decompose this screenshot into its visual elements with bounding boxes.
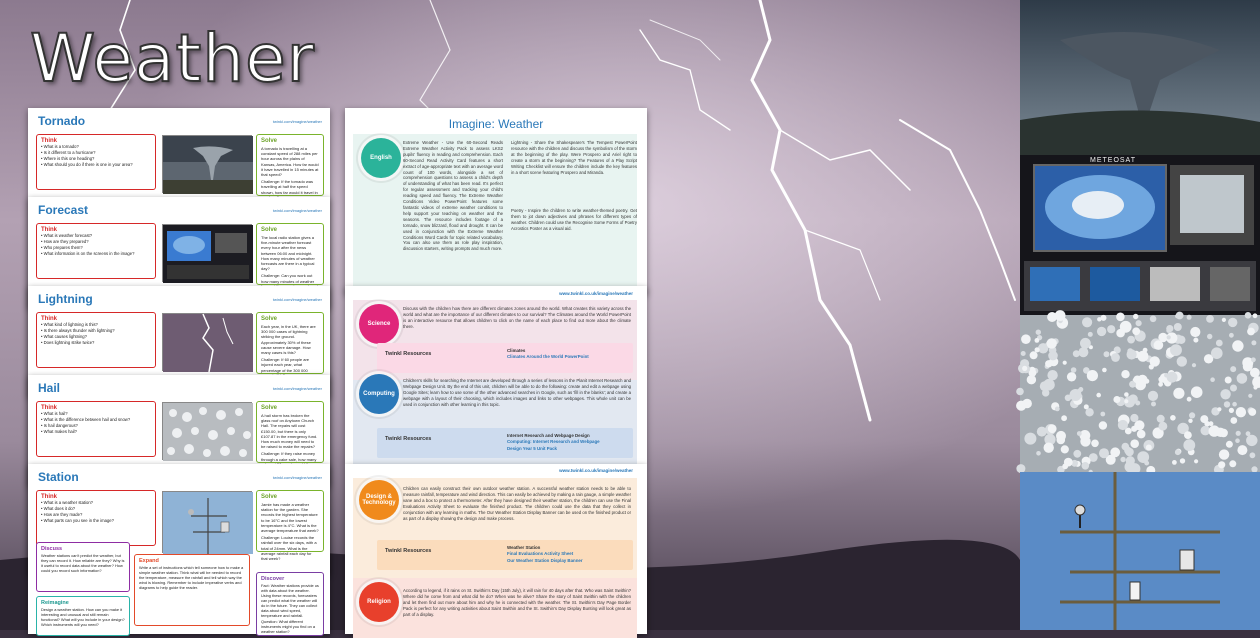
plan-page-english [345,108,647,294]
hailstone [1073,350,1080,357]
hailstone [1097,327,1106,336]
hailstone [1080,436,1090,446]
worksheet-url: twinkl.com/imagine/weather [272,297,322,302]
hailstone [1251,340,1256,345]
hailstone [1230,366,1236,372]
hailstone [1237,373,1248,384]
hailstone [1243,362,1253,372]
hailstone [1136,320,1142,326]
hailstone [1209,421,1214,426]
hailstone [1088,332,1093,337]
english-col2b: Poetry - Inspire the children to write weather-themed poetry. Get them to jot down adjectives and phrases for different types of weather. Children could use the Recognise Some Forms of Poetry Acrostics Poster as a visual aid. [511,208,637,231]
hailstone [1151,402,1156,407]
think-box: Think • What is a weather station? • What does it do? • How are they made? • What parts can you see in the image? [36,490,156,546]
hailstone [1056,431,1066,441]
hailstone [1170,415,1176,421]
religion-body: According to legend, if it rains on St. Swithin's Day (15th July), it will rain for 40 days after that. Who was Saint Swithin? Where did he come from and what did he do? When was he alive? Share the story of Saint Swithin with the children and let them find out more about him and why he is connected with the weather. The St. Swithin's Day Page Border Pack is perfect for any writing activities about Saint Swithin and the St. Swithin's Day Display Bunting will look great as part of a display. [403,588,631,617]
hailstone [1078,347,1088,357]
plan-title: Imagine: Weather [448,117,544,131]
station-strip-photo [1020,472,1260,630]
hailstone [1024,433,1036,445]
hailstone [1236,407,1246,417]
resource-link[interactable]: Final Evaluations Activity Sheet [507,551,574,557]
hailstone [1148,391,1158,401]
hailstone [1130,439,1139,448]
hailstone [1121,370,1129,378]
hailstone [1061,415,1067,421]
tornado-strip-photo [1020,0,1260,155]
worksheet-url: twinkl.com/imagine/weather [272,119,322,124]
hailstone [1030,351,1038,359]
hailstone [1044,443,1054,453]
science-resources: Twinkl Resources Climates Climates Around the World PowerPoint [377,343,633,373]
hailstone [1191,386,1203,398]
hailstone [1250,452,1256,458]
hailstone [1175,449,1181,455]
hailstone [1021,334,1031,344]
hailstone [1126,456,1135,465]
hailstone [1035,347,1040,352]
hailstone [1137,430,1146,439]
worksheet-title: Station [38,470,79,484]
hailstone [1209,425,1220,436]
hailstone [1184,431,1192,439]
hailstone [1133,376,1141,384]
hailstone [1077,431,1082,436]
worksheet-title: Lightning [38,292,93,306]
think-box: Think • What is hail? • What is the difference between hail and snow? • Is hail dangerous? • What makes hail? [36,401,156,457]
hailstone [1157,415,1165,423]
hailstone [1232,402,1237,407]
hailstone [1040,381,1050,391]
question: • Does lightning strike twice? [41,340,95,345]
hailstone [1063,361,1067,365]
hailstone [1150,316,1157,323]
hailstone [1124,447,1132,455]
english-badge: English [361,138,401,178]
science-badge: Science [359,304,399,344]
religion-badge: Religion [359,582,399,622]
hailstone [1170,344,1182,356]
hailstone [1167,335,1171,339]
hailstone [1216,340,1223,347]
question: • What parts can you see in the image? [41,518,114,523]
hailstone [1176,312,1184,320]
doc-url: www.twinkl.co.uk/imagine/weather [559,468,633,473]
hailstone [1206,315,1214,323]
hailstone [1210,377,1215,382]
hailstone [1187,315,1192,320]
design-body: Children can easily construct their own outdoor weather station. A successful weather station needs to be able to measure rainfall, temperature and wind direction. This can easily be achieved by making a rain gauge, a simple weather vane and a box to protect a thermometer. After they have designed their weather station, the children can use the Final Evaluations Activity Sheet to evaluate the finished product. The children could use the data that they collect in conjunction with any learning in maths. The Our Weather Station Display Banner can be used on the finished product or as part of a display showing the design and make process. [403,486,631,521]
hailstone [1022,366,1027,371]
question: • Is hail dangerous? [41,423,78,428]
question: • What does it do? [41,506,76,511]
hailstone [1192,363,1196,367]
plan-page-science [345,286,647,464]
hailstone [1064,458,1073,467]
hailstone [1174,323,1182,331]
reimagine-box: Reimagine Design a weather station. How can you make it interesting and unusual and still remain functional? What will you include in your design? Which instruments will you need? [36,596,130,636]
design-badge: Design & Technology [359,480,399,520]
weather-center-strip-photo [1020,155,1260,315]
question: • Who prepares them? [41,245,83,250]
hailstone [1159,422,1168,431]
question: • What causes lightning? [41,334,87,339]
hailstone [1207,334,1212,339]
solve-box: Solve A hail storm has broken the glass roof on Anytown Church Hall. The repairs will cost £150.00, but there is only £107.87 in the emergency fund. How much money will need to be raised to make the repairs? Challenge: If they raise money through a cake sale, how many [256,401,324,463]
hailstone [1229,333,1234,338]
hailstone [1111,353,1120,362]
hailstone [1236,431,1241,436]
weather-station-photo [162,491,252,553]
worksheet-url: twinkl.com/imagine/weather [272,475,322,480]
hailstone [1107,325,1115,333]
hailstone [1127,348,1133,354]
resource-link[interactable]: Climates Around the World PowerPoint [507,354,589,360]
hailstone [1100,412,1105,417]
hailstone [1150,356,1160,366]
hailstone [1166,328,1171,333]
hailstone [1070,389,1082,401]
hailstone [1230,417,1237,424]
hailstone [1235,438,1240,443]
english-col2a: Lightning - Share the Shakespeare's The Tempest PowerPoint resource with the children and discuss the symbolism of the storm at the beginning of the play. Were Prospero and Ariel right to create a storm at the beginning? The Features of a Play Script Writing Checklist will ensure the children include the key features in a short scene featuring Prospero and Miranda. [511,140,637,175]
hailstone [1130,414,1138,422]
question: • What is the difference between hail and snow? [41,417,131,422]
hailstone [1035,338,1040,343]
hailstone [1229,460,1236,467]
hail-strip-photo [1020,315,1260,472]
hailstone [1167,372,1178,383]
hailstone [1220,389,1230,399]
hailstone [1190,327,1200,337]
hailstone [1226,441,1233,448]
hailstone [1253,313,1258,318]
question: • How are they prepared? [41,239,89,244]
hailstone [1121,323,1126,328]
hailstone [1128,394,1137,403]
hailstone [1132,327,1140,335]
hailstone [1110,447,1120,457]
doc-url: www.twinkl.co.uk/imagine/weather [559,291,633,296]
hailstone [1099,448,1109,458]
hailstone [1091,440,1099,448]
hailstone [1048,424,1057,433]
hailstone [1067,372,1076,381]
page-title: Weather [30,20,315,97]
hailstone [1036,451,1041,456]
hailstone [1173,388,1184,399]
hailstone [1253,385,1257,389]
hailstone [1055,407,1060,412]
question: • Where is this one heading? [41,156,95,161]
worksheet-title: Forecast [38,203,89,217]
hail-photo [162,402,252,460]
hailstone [1158,382,1163,387]
question: • Is there always thunder with lightning? [41,328,115,333]
resource-link[interactable]: Our Weather Station Display Banner [507,557,583,563]
hailstone [1124,392,1129,397]
hailstone [1048,351,1058,361]
design-resources: Twinkl Resources Weather Station Final Evaluations Activity Sheet Our Weather Station Display Banner [377,540,633,570]
worksheet-station [28,464,330,634]
question: • What is a tornado? [41,144,79,149]
hailstone [1036,330,1041,335]
hailstone [1082,462,1090,470]
resource-link[interactable]: Design Year 5 Unit Pack [507,445,557,451]
hailstone [1146,445,1152,451]
solve-box: Solve The local radio station gives a five-minute weather forecast every hour after the news between 06:00 and midnight. How many minutes of weather forecasts are there in a typical day? Challenge: Can you work out how many minutes of weather [256,223,324,285]
hailstone [1099,421,1107,429]
computing-resources: Twinkl Resources Internet Research and Webpage Design Computing: Internet Research and Webpage Design Year 5 Unit Pack [377,428,633,458]
plan-page-design [345,464,647,634]
hailstone [1218,461,1225,468]
hailstone [1237,445,1247,455]
question: • What is a weather station? [41,500,93,505]
hailstone [1230,385,1237,392]
hailstone [1016,388,1024,396]
hailstone [1189,412,1195,418]
hailstone [1245,312,1252,319]
hailstone [1016,401,1026,411]
resource-link[interactable]: Computing: Internet Research and Webpage [507,439,600,445]
hailstone [1211,347,1223,359]
hailstone [1200,415,1208,423]
solve-box: Solve A tornado is travelling at a constant speed of 288 miles per hour across the plains of Kansas, America. How far would it have travelled in 15 minutes at that speed? Challenge: If the tornado was travelling at half the speed shown, how far would it travel in [256,134,324,196]
tornado-photo [162,135,252,193]
question: • What should you do if there is one in your area? [41,162,133,167]
hailstone [1154,340,1164,350]
hailstone [1251,357,1256,362]
hailstone [1133,314,1138,319]
worksheet-url: twinkl.com/imagine/weather [272,386,322,391]
hailstone [1248,408,1256,416]
hailstone [1188,419,1192,423]
hailstone [1217,407,1221,411]
hailstone [1137,351,1148,362]
hailstone [1082,317,1092,327]
computing-body: Children's skills for searching the Internet are developed through a series of lessons in the Planit Internet Research and Webpage Design Unit. By the end of this unit, children will be able to do the following: create and edit a webpage using Google Sites; learn how to use some of the other advanced searches in Google, such as 'fill in the blanks'; and create a webpage with a layout of their choosing, which includes images and links to other webpages. This whole unit can be used in conjunction with other learning in this topic. [403,378,631,407]
hailstone [1228,318,1237,327]
worksheet-title: Tornado [38,114,86,128]
hailstone [1246,435,1257,446]
hailstone [1113,396,1120,403]
hailstone [1101,315,1107,321]
question: • Is it different to a hurricane? [41,150,96,155]
hailstone [1224,401,1230,407]
hailstone [1225,377,1232,384]
hailstone [1247,328,1255,336]
hailstone [1177,356,1187,366]
think-box: Think • What kind of lightning is this? • Is there always thunder with lightning? • What causes lightning? • Does lightning strike twice? [36,312,156,368]
discover-box: Discover Fact: Weather stations provide us with data about the weather. Using these records, forecasters can predict what the weather will do in the future. They can collect data about wind speed, temperature and rainfall. Question: What different instruments might you find on a weather station? [256,572,324,636]
think-box: Think • What is weather forecast? • How are they prepared? • Who prepares them? • What information is on the screens in the image? [36,223,156,279]
hailstone [1085,408,1093,416]
hailstone [1194,459,1198,463]
lightning-photo [162,313,252,371]
worksheet-title: Hail [38,381,61,395]
hailstone [1127,336,1135,344]
hailstone [1187,397,1192,402]
hailstone [1229,408,1234,413]
hailstone [1131,426,1137,432]
expand-box: Expand Write a set of instructions which tell someone how to make a simple weather station. Think what will be needed to record the temperature, measure the rainfall and tell which way the wind is blowing. Remember to include imperative verbs and diagrams to help guide the reader. [134,554,250,626]
hailstone [1047,338,1057,348]
hailstone [1219,449,1229,459]
hailstone [1087,370,1098,381]
forecast-photo [162,224,252,282]
hailstone [1222,318,1226,322]
discuss-box: Discuss Weather stations can't predict the weather, but they can record it. How reliable are they? Why is it useful to record data about the weather? How could you record such information? [36,542,130,592]
english-col1: Extreme Weather - Use the 60-Second Reads Extreme Weather Activity Pack to assess LKS2 pupils' fluency in reading and comprehension. Each 60-Second Read Activity Card features a short extract of age-appropriate text with an average word count of 100 words, alongside a set of comprehension questions to assess a child's depth of understanding of what has been read. It's perfect for regular assessment and tracking your child's reading speed and fluency. The Extreme Weather Conditions Video PowerPoint features some fantastic videos of extreme weather conditions to help support your teaching on weather and the seasons. The resource includes footage of a tornado, snow blizzard, flood and drought. It can be used in conjunction with the Extreme Weather Conditions Word Cards for topic related vocabulary. You can also use them as role play inspiration, discussion starters, writing prompts and much more. [403,140,503,252]
hailstone [1118,420,1128,430]
worksheet-url: twinkl.com/imagine/weather [272,208,322,213]
science-body: Discuss with the children how there are different climates zones around the world. What creates this variety across the world and what are the importance of our different climates to our survival? The Climates around the World PowerPoint is an interactive resource that allows children to click on the name of each place to find out more about the climate there. [403,306,631,329]
hailstone [1172,460,1177,465]
hailstone [1021,351,1026,356]
hailstone [1120,457,1125,462]
solve-box: Solve Jamie has made a weather station for the garden. She records the highest temperature to be 16°C and the lowest temperature is 4°C. What is the average temperature that week? Challenge: Louise records the rainfall over the six days, with a total of 24mm. What is the average rainfall each day for that week? [256,490,324,552]
question: • How are they made? [41,512,83,517]
solve-box: Solve Each year, in the UK, there are 300 000 cases of lightning striking the ground. Approximately 30% of these cause severe damage. How many cases is this? Challenge: If 60 people are injured each year, what percentage of the 300 000 [256,312,324,374]
hailstone [1073,450,1081,458]
hailstone [1116,329,1125,338]
hailstone [1096,393,1101,398]
hailstone [1183,439,1195,451]
hailstone [1071,367,1077,373]
hailstone [1102,368,1107,373]
meteosat-label: METEOSAT [1090,157,1136,164]
think-box: Think • What is a tornado? • Is it different to a hurricane? • Where is this one heading? • What should you do if there is one in your area? [36,134,156,190]
hailstone [1061,445,1069,453]
question: • What is hail? [41,411,68,416]
hailstone [1180,458,1185,463]
question: • What information is on the screens in the image? [41,251,135,256]
computing-badge: Computing [359,374,399,414]
hailstone [1047,370,1057,380]
question: • What is weather forecast? [41,233,93,238]
hailstone [1246,431,1251,436]
hailstone [1248,394,1252,398]
hailstone [1104,351,1110,357]
hailstone [1124,399,1128,403]
hailstone [1037,427,1047,437]
hailstone [1193,338,1198,343]
hailstone [1116,313,1125,322]
hailstone [1137,451,1149,463]
hailstone [1232,340,1243,351]
question: • What makes hail? [41,429,77,434]
question: • What kind of lightning is this? [41,322,98,327]
hailstone [1080,338,1091,349]
hailstone [1047,312,1057,322]
